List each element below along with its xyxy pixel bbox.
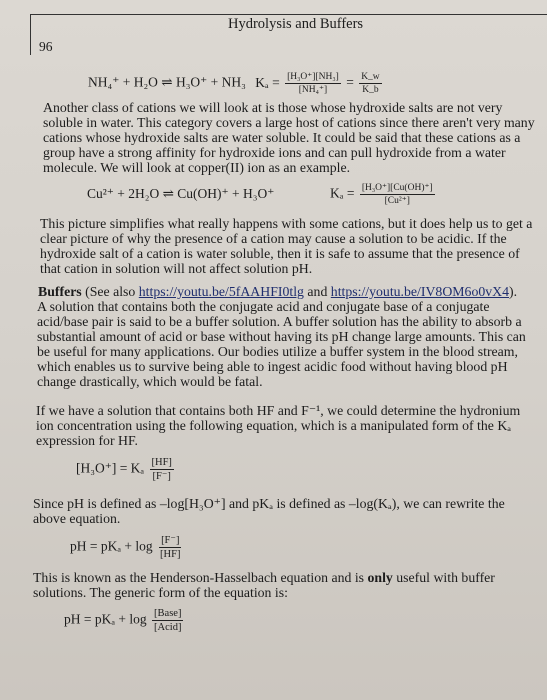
paragraph-line: soluble in water. This category covers a large host of cations since there aren't very many [43,115,535,130]
equation-equals: = [346,74,354,90]
paragraph-line: acid/base pair is said to be a buffer solution. A buffer solution has the ability to absorb a [37,314,522,329]
equation-ph-hf [70,535,184,560]
fraction-numerator: [HF] [151,457,172,468]
paragraph-line: expression for HF. [36,433,138,448]
paragraph-line: clear picture of why the presence of a cation may cause a solution to be acidic. If the [40,231,507,246]
fraction-denominator: [Acid] [154,622,182,633]
equation-fraction [150,457,174,482]
fraction-denominator: [NH₄⁺] [298,85,328,95]
paragraph-line: Since pH is defined as –log[H₃O⁺] and pKₐ is defined as –log(Kₐ), we can rewrite the [33,496,505,511]
paragraph-line: substantial amount of acid or base without having its pH change large amounts. This can [37,329,526,344]
paragraph-line: Another class of cations we will look at is those whose hydroxide salts are not very [43,100,503,115]
equation-lhs: pH = pKₐ + log [64,611,147,627]
hh-emphasis-only: only [367,570,393,585]
fraction-denominator: [Cu²⁺] [384,196,410,206]
equation-hydronium [76,457,176,482]
equation-reaction: NH₄⁺ + H₂O ⇌ H₃O⁺ + NH₃ [88,74,246,90]
fraction-numerator: [H₃O⁺][NH₃] [287,72,339,82]
equation-fraction [285,72,341,95]
fraction-numerator: [H₃O⁺][Cu(OH)⁺] [361,183,433,193]
fraction-numerator: K_w [361,72,380,82]
paragraph-line: ion concentration using the following equation, which is a manipulated form of the Kₐ [36,418,512,433]
equation-lhs: pH = pKₐ + log [70,538,153,554]
paragraph-line: A solution that contains both the conjugate acid and conjugate base of a conjugate [37,299,490,314]
video-link-2[interactable]: https://youtu.be/IV8OM6o0vX4 [330,284,510,299]
paragraph-line: which enables us to survive being able to ingest acidic food without having blood pH [37,359,508,374]
and-text: and [303,284,331,299]
paragraph-line [33,570,495,586]
paragraph-line: If we have a solution that contains both HF and F⁻¹, we could determine the hydronium [36,403,521,418]
hh-line-pre: This is known as the Henderson-Hasselbach equation and is [33,570,368,585]
paragraph-line: cations whose hydroxide salts are water soluble. It could be said that these cations as a [43,130,521,145]
paragraph-line: molecule. We will look at copper(II) ion as an example. [43,160,351,175]
paragraph-line: above equation. [33,511,121,526]
hh-line-post: useful with buffer [392,570,495,585]
buffers-heading-line [38,284,517,300]
equation-copper-ka [330,183,437,206]
equation-henderson-hasselbach [64,608,185,633]
equation-fraction-kw-kb [359,72,381,95]
paragraph-line: This picture simplifies what really happens with some cations, but it does help us to get a [40,216,533,231]
paragraph-line: hydroxide salt of a cation is water soluble, then it is safe to assume that the presence of [40,246,520,261]
fraction-denominator: [F⁻] [152,471,171,482]
see-also-text: (See also [81,284,139,299]
fraction-denominator: K_b [362,85,379,95]
equation-lhs: [H₃O⁺] = Kₐ [76,460,145,476]
equation-fraction [152,608,183,633]
paragraph-line: be useful for many applications. Our bodies utilize a buffer system in the blood stream, [37,344,518,359]
paragraph-line: that cation in solution will not affect solution pH. [40,261,313,276]
fraction-numerator: [Base] [154,608,182,619]
equation-fraction [360,183,435,206]
page-number: 96 [39,39,53,54]
equation-ammonium-hydrolysis [88,72,384,95]
fraction-denominator: [HF] [160,549,181,560]
paragraph-line: change drastically, which would be fatal. [37,374,263,389]
close-paren-text: ). [509,284,518,299]
paragraph-line: solutions. The generic form of the equation is: [33,585,288,600]
equation-fraction [158,535,182,560]
fraction-numerator: [F⁻] [161,535,180,546]
equation-ka-label: Kₐ = [255,74,280,90]
equation-ka-label: Kₐ = [330,185,355,201]
section-heading-buffers: Buffers [38,284,82,299]
paragraph-line: group have a strong affinity for hydroxide ions and can pull hydroxide from a water [43,145,506,160]
equation-copper-reaction: Cu²⁺ + 2H₂O ⇌ Cu(OH)⁺ + H₃O⁺ [87,186,275,201]
video-link-1[interactable]: https://youtu.be/5fAAHFI0tlg [138,284,304,299]
running-title: Hydrolysis and Buffers [228,16,364,32]
